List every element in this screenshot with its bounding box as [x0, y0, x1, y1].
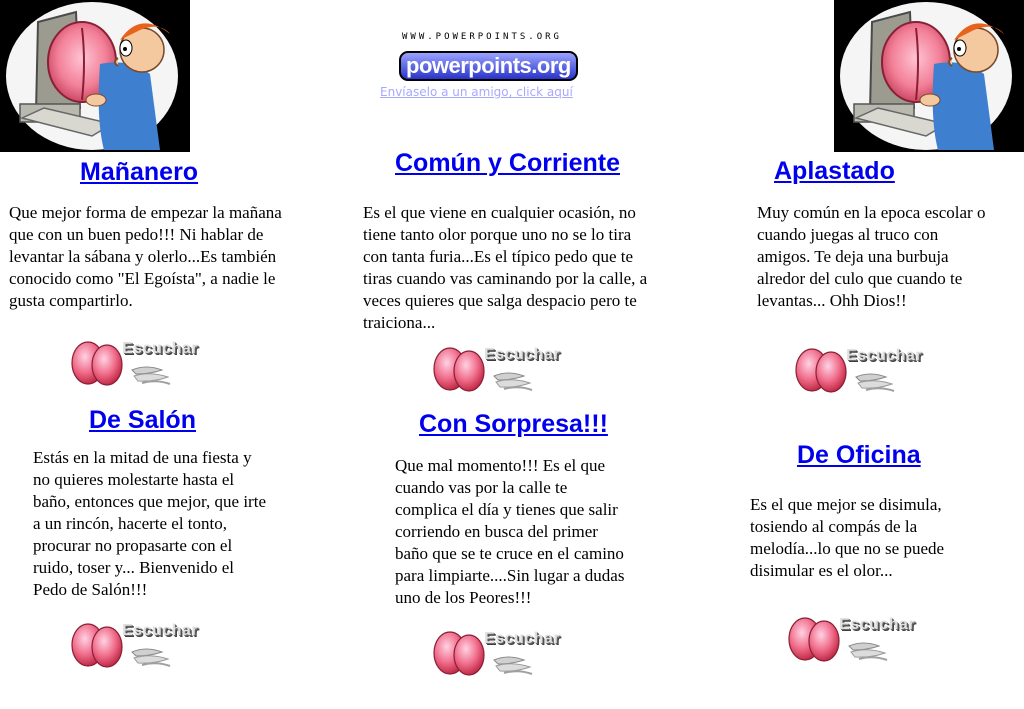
listen-button-label: Escuchar: [846, 347, 923, 364]
listen-button-label: Escuchar: [839, 616, 916, 633]
text-line: cuando juegas al truco con: [757, 225, 939, 244]
text-line: levantar la sábana y olerlo...Es también: [9, 247, 277, 266]
text-aplastado: [757, 202, 985, 312]
site-logo[interactable]: powerpoints.org: [399, 51, 578, 81]
text-line: complica el día y tienes que salir: [395, 500, 618, 519]
title-de-oficina[interactable]: De Oficina: [797, 441, 921, 469]
text-line: procurar no propasarte con el: [33, 536, 233, 555]
text-line: con tanta furia...Es el típico pedo que te: [363, 247, 634, 266]
text-line: Es el que mejor se disimula,: [750, 495, 942, 514]
text-line: Muy común en la epoca escolar o: [757, 203, 986, 222]
text-line: amigos. Te deja una burbuja: [757, 247, 949, 266]
site-url: WWW.POWERPOINTS.ORG: [402, 32, 562, 42]
text-line: alredor del culo que cuando te: [757, 269, 963, 288]
listen-button-label: Escuchar: [122, 340, 199, 357]
text-mananero: [9, 202, 282, 312]
text-line: uno de los Peores!!!: [395, 588, 532, 607]
text-line: Que mejor forma de empezar la mañana: [9, 203, 282, 222]
text-line: veces quieres que salga despacio pero te: [363, 291, 637, 310]
text-line: ruido, toser y... Bienvenido el: [33, 558, 234, 577]
text-line: Es el que viene en cualquier ocasión, no: [363, 203, 636, 222]
text-line: conocido como "El Egoísta", a nadie le: [9, 269, 276, 288]
title-aplastado[interactable]: Aplastado: [774, 157, 895, 185]
listen-button-label: Escuchar: [122, 622, 199, 639]
text-line: que con un buen pedo!!! Ni hablar de: [9, 225, 264, 244]
text-de-salon: [33, 447, 266, 601]
listen-button-label: Escuchar: [484, 630, 561, 647]
text-de-oficina: [750, 494, 944, 582]
corner-cartoon-left: [0, 0, 190, 152]
text-line: a un rincón, hacerte el tonto,: [33, 514, 228, 533]
text-line: levantas... Ohh Dios!!: [757, 291, 907, 310]
listen-button-aplastado[interactable]: [794, 345, 926, 397]
text-line: no quieres molestarte hasta el: [33, 470, 235, 489]
text-comun-y-corriente: [363, 202, 647, 334]
text-line: traiciona...: [363, 313, 436, 332]
text-line: baño, entonces que mejor, que irte: [33, 492, 266, 511]
text-line: melodía...lo que no se puede: [750, 539, 945, 558]
text-con-sorpresa: [395, 455, 624, 609]
text-line: tiene tanto olor porque uno no se lo tira: [363, 225, 632, 244]
listen-button-mananero[interactable]: [70, 338, 202, 390]
title-mananero[interactable]: Mañanero: [80, 158, 199, 186]
title-con-sorpresa[interactable]: Con Sorpresa!!!: [419, 410, 608, 438]
corner-cartoon-right: [834, 0, 1024, 152]
text-line: tosiendo al compás de la: [750, 517, 918, 536]
send-to-friend-link[interactable]: Envíaselo a un amigo, click aquí: [380, 85, 573, 99]
listen-button-de-salon[interactable]: [70, 620, 202, 672]
text-line: Pedo de Salón!!!: [33, 580, 148, 599]
text-line: para limpiarte....Sin lugar a dudas: [395, 566, 625, 585]
title-comun-y-corriente[interactable]: Común y Corriente: [395, 149, 621, 177]
listen-button-label: Escuchar: [484, 346, 561, 363]
text-line: baño que se te cruce en el camino: [395, 544, 624, 563]
listen-button-comun-y-corriente[interactable]: [432, 344, 564, 396]
listen-button-con-sorpresa[interactable]: [432, 628, 564, 680]
text-line: Estás en la mitad de una fiesta y: [33, 448, 252, 467]
text-line: gusta compartirlo.: [9, 291, 133, 310]
text-line: corriendo en busca del primer: [395, 522, 598, 541]
text-line: Que mal momento!!! Es el que: [395, 456, 606, 475]
text-line: cuando vas por la calle te: [395, 478, 568, 497]
title-de-salon[interactable]: De Salón: [89, 406, 196, 434]
text-line: disimular es el olor...: [750, 561, 893, 580]
listen-button-de-oficina[interactable]: [787, 614, 919, 666]
text-line: tiras cuando vas caminando por la calle, a: [363, 269, 648, 288]
